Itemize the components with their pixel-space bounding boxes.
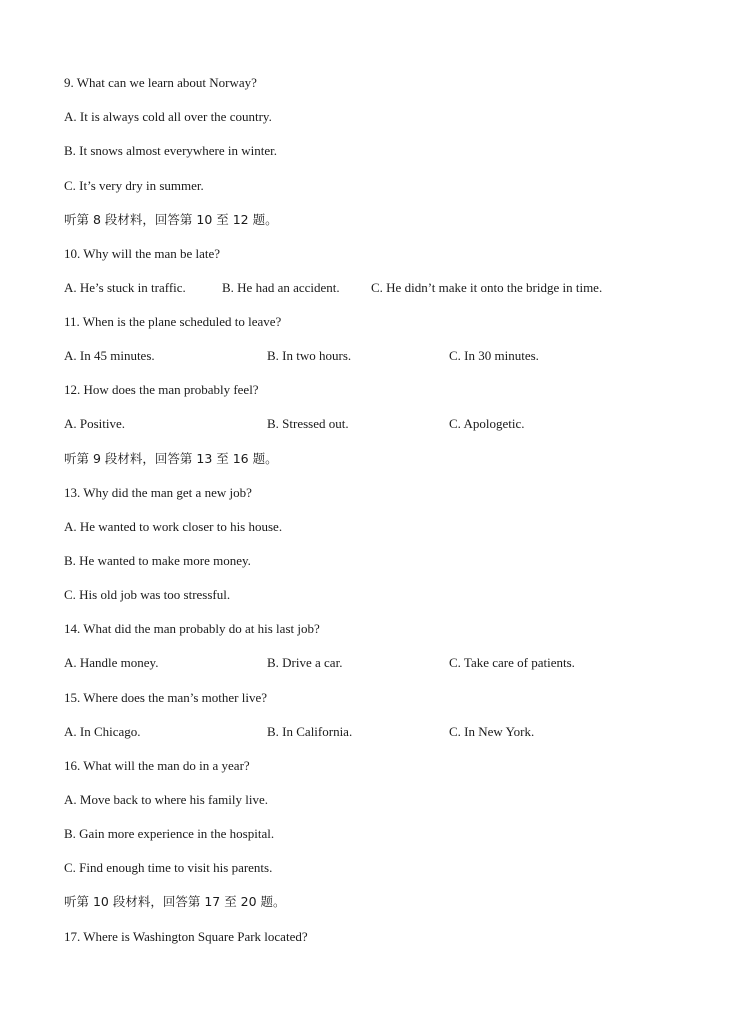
option-11a: A. In 45 minutes. <box>64 348 155 363</box>
question-15: 15. Where does the man’s mother live? <box>64 690 268 705</box>
option-9a: A. It is always cold all over the country. <box>64 109 272 124</box>
option-15b: B. In California. <box>267 724 353 739</box>
section-10-heading: 听第 10 段材料，回答第 17 至 20 题。 <box>64 894 286 909</box>
option-10b: B. He had an accident. <box>222 280 340 295</box>
option-12b: B. Stressed out. <box>267 416 349 431</box>
question-14: 14. What did the man probably do at his last job? <box>64 621 320 636</box>
option-9b: B. It snows almost everywhere in winter. <box>64 143 278 158</box>
option-9c: C. It’s very dry in summer. <box>64 178 204 193</box>
section-8-heading: 听第 8 段材料，回答第 10 至 12 题。 <box>64 212 278 227</box>
option-10a: A. He’s stuck in traffic. <box>64 280 186 295</box>
option-13c: C. His old job was too stressful. <box>64 587 231 602</box>
option-13b: B. He wanted to make more money. <box>64 553 251 568</box>
question-11: 11. When is the plane scheduled to leave? <box>64 314 282 329</box>
option-14b: B. Drive a car. <box>267 655 343 670</box>
question-10: 10. Why will the man be late? <box>64 246 221 261</box>
question-13: 13. Why did the man get a new job? <box>64 485 252 500</box>
option-11b: B. In two hours. <box>267 348 352 363</box>
option-16c: C. Find enough time to visit his parents. <box>64 860 273 875</box>
question-16: 16. What will the man do in a year? <box>64 758 250 773</box>
option-16a: A. Move back to where his family live. <box>64 792 268 807</box>
option-10c: C. He didn’t make it onto the bridge in time. <box>371 280 603 295</box>
question-17: 17. Where is Washington Square Park located? <box>64 929 308 944</box>
option-13a: A. He wanted to work closer to his house. <box>64 519 283 534</box>
option-11c: C. In 30 minutes. <box>449 348 539 363</box>
option-15c: C. In New York. <box>449 724 535 739</box>
question-9: 9. What can we learn about Norway? <box>64 75 257 90</box>
option-16b: B. Gain more experience in the hospital. <box>64 826 275 841</box>
option-14a: A. Handle money. <box>64 655 159 670</box>
section-9-heading: 听第 9 段材料，回答第 13 至 16 题。 <box>64 451 278 466</box>
question-12: 12. How does the man probably feel? <box>64 382 259 397</box>
option-12a: A. Positive. <box>64 416 126 431</box>
option-14c: C. Take care of patients. <box>449 655 575 670</box>
option-15a: A. In Chicago. <box>64 724 141 739</box>
option-12c: C. Apologetic. <box>449 416 525 431</box>
